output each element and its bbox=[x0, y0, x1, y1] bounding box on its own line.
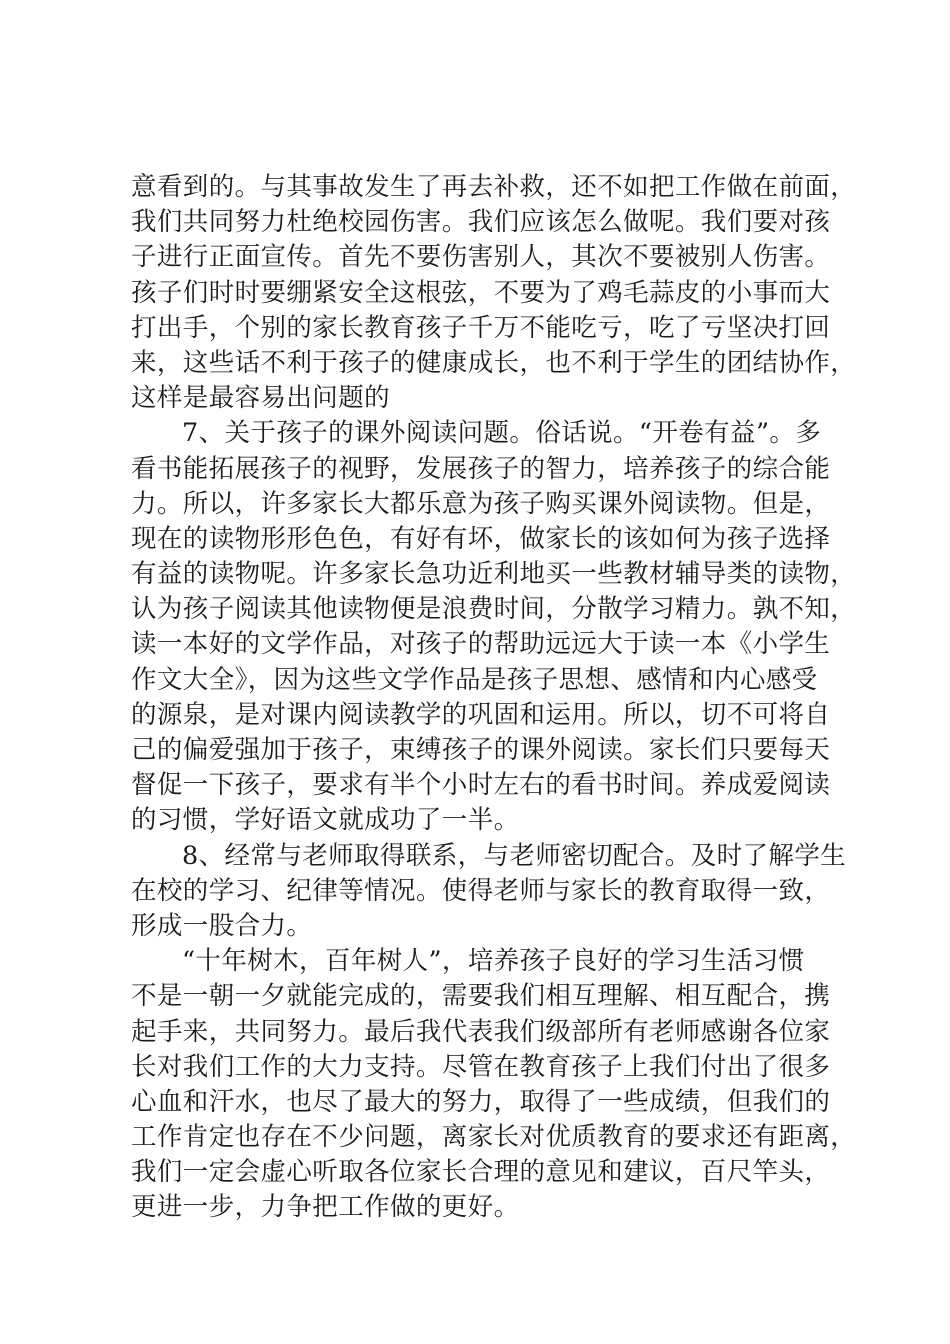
text-line: 认为孩子阅读其他读物便是浪费时间，分散学习精力。孰不知， bbox=[131, 594, 857, 625]
text-line: 在校的学习、纪律等情况。使得老师与家长的教育取得一致， bbox=[131, 875, 831, 906]
text-line: 意看到的。与其事故发生了再去补救，还不如把工作做在前面， bbox=[131, 172, 857, 202]
text-line: 更进一步，力争把工作做的更好。 bbox=[131, 1192, 520, 1223]
text-line: 打出手，个别的家长教育孩子千万不能吃亏，吃了亏坚决打回 bbox=[131, 312, 831, 343]
text-line: 长对我们工作的大力支持。尽管在教育孩子上我们付出了很多 bbox=[131, 1051, 831, 1082]
text-line: 己的偏爱强加于孩子，束缚孩子的课外阅读。家长们只要每天 bbox=[131, 735, 831, 765]
text-line: 这样是最容易出问题的 bbox=[131, 383, 391, 414]
text-line: 现在的读物形形色色，有好有坏，做家长的该如何为孩子选择 bbox=[131, 523, 831, 554]
text-line: 读一本好的文学作品，对孩子的帮助远远大于读一本《小学生 bbox=[131, 629, 831, 660]
text-line: 作文大全》，因为这些文学作品是孩子思想、感情和内心感受 bbox=[131, 664, 818, 695]
text-line: 工作肯定也存在不少问题，离家长对优质教育的要求还有距离， bbox=[131, 1122, 857, 1153]
text-line: 督促一下孩子，要求有半个小时左右的看书时间。养成爱阅读 bbox=[131, 770, 831, 801]
document-body bbox=[131, 170, 857, 1226]
text-line: 我们一定会虚心听取各位家长合理的意见和建议，百尺竿头， bbox=[131, 1157, 831, 1188]
text-line: 我们共同努力杜绝校园伤害。我们应该怎么做呢。我们要对孩 bbox=[131, 207, 831, 238]
text-line: 形成一股合力。 bbox=[131, 910, 313, 941]
text-line: 来，这些话不利于孩子的健康成长，也不利于学生的团结协作， bbox=[131, 347, 857, 378]
text-line: 看书能拓展孩子的视野，发展孩子的智力，培养孩子的综合能 bbox=[131, 453, 831, 484]
text-line: 不是一朝一夕就能完成的，需要我们相互理解、相互配合，携 bbox=[131, 981, 831, 1012]
text-line: 有益的读物呢。许多家长急功近利地买一些教材辅导类的读物， bbox=[131, 559, 857, 590]
text-line: 的源泉，是对课内阅读教学的巩固和运用。所以，切不可将自 bbox=[131, 699, 831, 730]
text-line: 力。所以，许多家长大都乐意为孩子购买课外阅读物。但是， bbox=[131, 488, 831, 519]
text-line: 起手来，共同努力。最后我代表我们级部所有老师感谢各位家 bbox=[131, 1016, 831, 1047]
text-line: 心血和汗水，也尽了最大的努力，取得了一些成绩，但我们的 bbox=[131, 1086, 831, 1117]
paragraph-start-line: 8、经常与老师取得联系，与老师密切配合。及时了解学生 bbox=[182, 840, 847, 871]
paragraph-start-line: “十年树木，百年树人”，培养孩子良好的学习生活习惯 bbox=[182, 946, 805, 977]
text-line: 的习惯，学好语文就成功了一半。 bbox=[131, 805, 520, 836]
text-line: 子进行正面宣传。首先不要伤害别人，其次不要被别人伤害。 bbox=[131, 242, 831, 273]
text-line: 孩子们时时要绷紧安全这根弦，不要为了鸡毛蒜皮的小事而大 bbox=[131, 277, 831, 308]
paragraph-start-line: 7、关于孩子的课外阅读问题。俗话说。“开卷有益”。多 bbox=[182, 418, 822, 449]
